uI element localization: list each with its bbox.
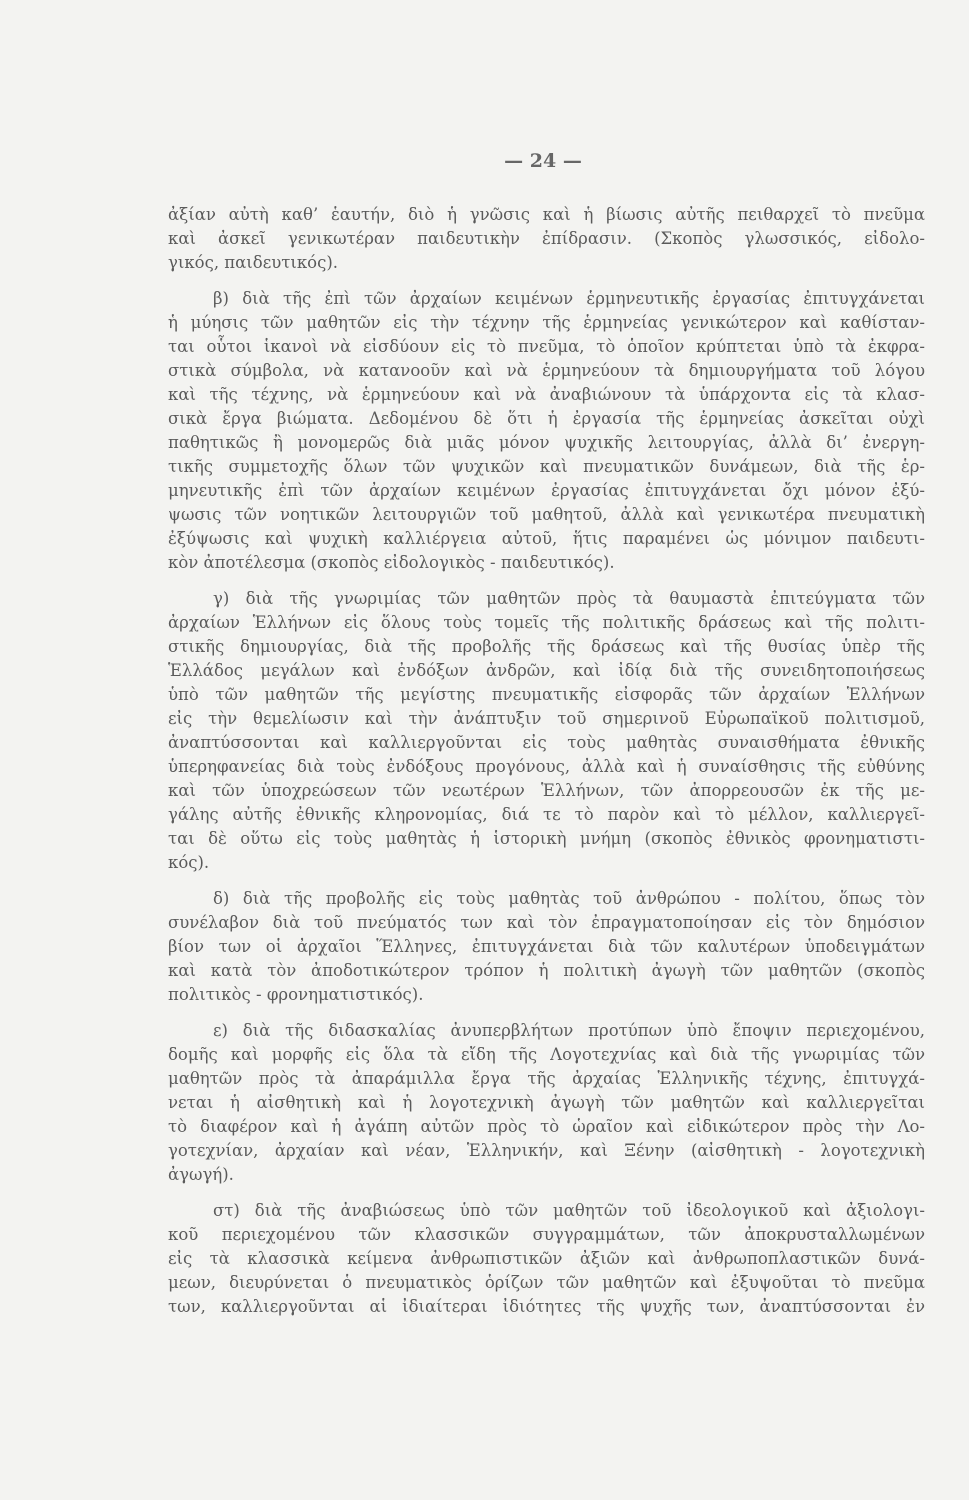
text-line: ἀγωγή). bbox=[168, 1165, 234, 1184]
text-line: παθητικῶς ἢ μονομερῶς διὰ μιᾶς μόνον ψυχικῆς λειτουργίας, ἀλλὰ δι’ ἐνεργη- bbox=[168, 433, 925, 452]
text-line: γάλης αὐτῆς ἐθνικῆς κληρονομίας, διά τε τὸ παρὸν καὶ τὸ μέλλον, καλλιεργεῖ- bbox=[168, 805, 925, 824]
paragraph bbox=[168, 203, 925, 275]
text-line: ὑπὸ τῶν μαθητῶν τῆς μεγίστης πνευματικῆς εἰσφορᾶς τῶν ἀρχαίων Ἑλλήνων bbox=[168, 685, 925, 704]
text-line: ται δὲ οὕτω εἰς τοὺς μαθητὰς ἡ ἱστορικὴ μνήμη (σκοπὸς ἐθνικὸς φρονηματιστι- bbox=[168, 829, 925, 848]
text-line: γ) διὰ τῆς γνωριμίας τῶν μαθητῶν πρὸς τὰ θαυμαστὰ ἐπιτεύγματα τῶν bbox=[213, 589, 925, 608]
text-line: γικός, παιδευτικός). bbox=[168, 253, 339, 272]
text-line: ἀναπτύσσονται καὶ καλλιεργοῦνται εἰς τοὺς μαθητὰς συναισθήματα ἐθνικῆς bbox=[168, 733, 925, 752]
text-line: βίον των οἱ ἀρχαῖοι Ἕλληνες, ἐπιτυγχάνεται διὰ τῶν καλυτέρων ὑποδειγμάτων bbox=[168, 937, 925, 956]
text-line: τικῆς συμμετοχῆς ὅλων τῶν ψυχικῶν καὶ πνευματικῶν δυνάμεων, διὰ τῆς ἑρ- bbox=[168, 457, 925, 476]
text-line: ε) διὰ τῆς διδασκαλίας ἀνυπερβλήτων προτύπων ὑπὸ ἔποψιν περιεχομένου, bbox=[213, 1021, 925, 1040]
text-line: ἡ μύησις τῶν μαθητῶν εἰς τὴν τέχνην τῆς ἑρμηνείας γενικώτερον καὶ καθίσταν- bbox=[168, 313, 925, 332]
text-line: συνέλαβον διὰ τοῦ πνεύματός των καὶ τὸν ἐπραγματοποίησαν εἰς τὸν δημόσιον bbox=[168, 913, 925, 932]
text-line: β) διὰ τῆς ἐπὶ τῶν ἀρχαίων κειμένων ἑρμηνευτικῆς ἐργασίας ἐπιτυγχάνεται bbox=[213, 289, 925, 308]
text-line: ψωσις τῶν νοητικῶν λειτουργιῶν τοῦ μαθητοῦ, ἀλλὰ καὶ γενικωτέρα πνευματικὴ bbox=[168, 505, 925, 524]
page-number: — 24 — bbox=[504, 150, 582, 172]
text-line: τὸ διαφέρον καὶ ἡ ἀγάπη αὐτῶν πρὸς τὸ ὡραῖον καὶ εἰδικώτερον πρὸς τὴν Λο- bbox=[168, 1117, 925, 1136]
text-line: ἀρχαίων Ἑλλήνων εἰς ὅλους τοὺς τομεῖς τῆς πολιτικῆς δράσεως καὶ τῆς πολιτι- bbox=[168, 613, 925, 632]
text-line: γοτεχνίαν, ἀρχαίαν καὶ νέαν, Ἑλληνικήν, καὶ Ξένην (αἰσθητικὴ - λογοτεχνικὴ bbox=[168, 1141, 925, 1160]
text-line: δομῆς καὶ μορφῆς εἰς ὅλα τὰ εἴδη τῆς Λογοτεχνίας καὶ διὰ τῆς γνωριμίας τῶν bbox=[168, 1045, 925, 1064]
text-line: μαθητῶν πρὸς τὰ ἀπαράμιλλα ἔργα τῆς ἀρχαίας Ἑλληνικῆς τέχνης, ἐπιτυγχά- bbox=[168, 1069, 925, 1088]
text-line: εἰς τὴν θεμελίωσιν καὶ τὴν ἀνάπτυξιν τοῦ σημερινοῦ Εὐρωπαϊκοῦ πολιτισμοῦ, bbox=[168, 709, 925, 728]
text-line: καὶ τῆς τέχνης, νὰ ἑρμηνεύουν καὶ νὰ ἀναβιώνουν τὰ ὑπάρχοντα εἰς τὰ κλασ- bbox=[168, 385, 925, 404]
text-line: των, καλλιεργοῦνται αἱ ἰδιαίτεραι ἰδιότητες τῆς ψυχῆς των, ἀναπτύσσονται ἐν bbox=[168, 1297, 925, 1316]
text-line: δ) διὰ τῆς προβολῆς εἰς τοὺς μαθητὰς τοῦ ἀνθρώπου - πολίτου, ὅπως τὸν bbox=[213, 889, 925, 908]
text-line: ἐξύψωσις καὶ ψυχικὴ καλλιέργεια αὐτοῦ, ἥτις παραμένει ὡς μόνιμον παιδευτι- bbox=[168, 529, 925, 548]
text-line: ται οὗτοι ἱκανοὶ νὰ εἰσδύουν εἰς τὸ πνεῦμα, τὸ ὁποῖον κρύπτεται ὑπὸ τὰ ἐκφρα- bbox=[168, 337, 925, 356]
text-line: ὑπερηφανείας διὰ τοὺς ἐνδόξους προγόνους, ἀλλὰ καὶ ἡ συναίσθησις τῆς εὐθύνης bbox=[168, 757, 925, 776]
text-line: μηνευτικῆς ἐπὶ τῶν ἀρχαίων κειμένων ἐργασίας ἐπιτυγχάνεται ὄχι μόνον ἐξύ- bbox=[168, 481, 925, 500]
body-text bbox=[168, 203, 925, 1319]
text-line: κός). bbox=[168, 853, 210, 872]
text-line: ἀξίαν αὐτὴ καθ’ ἑαυτήν, διὸ ἡ γνῶσις καὶ ἡ βίωσις αὐτῆς πειθαρχεῖ τὸ πνεῦμα bbox=[168, 205, 925, 224]
paragraph bbox=[168, 1019, 925, 1187]
text-line: πολιτικὸς - φρονηματιστικός). bbox=[168, 985, 424, 1004]
text-line: καὶ ἀσκεῖ γενικωτέραν παιδευτικὴν ἐπίδρασιν. (Σκοπὸς γλωσσικός, εἰδολο- bbox=[168, 229, 925, 248]
text-line: εἰς τὰ κλασσικὰ κείμενα ἀνθρωπιστικῶν ἀξιῶν καὶ ἀνθρωποπλαστικῶν δυνά- bbox=[168, 1249, 925, 1268]
text-line: καὶ κατὰ τὸν ἀποδοτικώτερον τρόπον ἡ πολιτικὴ ἀγωγὴ τῶν μαθητῶν (σκοπὸς bbox=[168, 961, 925, 980]
text-line: στικῆς δημιουργίας, διὰ τῆς προβολῆς τῆς δράσεως καὶ τῆς θυσίας ὑπὲρ τῆς bbox=[168, 637, 925, 656]
text-line: καὶ τῶν ὑποχρεώσεων τῶν νεωτέρων Ἑλλήνων, τῶν ἀπορρεουσῶν ἐκ τῆς με- bbox=[168, 781, 925, 800]
text-line: στ) διὰ τῆς ἀναβιώσεως ὑπὸ τῶν μαθητῶν τοῦ ἰδεολογικοῦ καὶ ἀξιολογι- bbox=[213, 1201, 925, 1220]
text-line: σικὰ ἔργα βιώματα. Δεδομένου δὲ ὅτι ἡ ἐργασία τῆς ἑρμηνείας ἀσκεῖται οὐχὶ bbox=[168, 409, 925, 428]
text-line: στικὰ σύμβολα, νὰ κατανοοῦν καὶ νὰ ἑρμηνεύουν τὰ δημιουργήματα τοῦ λόγου bbox=[168, 361, 925, 380]
paragraph bbox=[168, 887, 925, 1007]
paragraph bbox=[168, 287, 925, 575]
text-line: κοῦ περιεχομένου τῶν κλασσικῶν συγγραμμάτων, τῶν ἀποκρυσταλλωμένων bbox=[168, 1225, 925, 1244]
text-line: Ἑλλάδος μεγάλων καὶ ἐνδόξων ἀνδρῶν, καὶ ἰδίᾳ διὰ τῆς συνειδητοποιήσεως bbox=[168, 661, 925, 680]
text-line: κὸν ἀποτέλεσμα (σκοπὸς εἰδολογικὸς - παιδευτικός). bbox=[168, 553, 615, 572]
paragraph bbox=[168, 587, 925, 875]
text-line: νεται ἡ αἰσθητικὴ καὶ ἡ λογοτεχνικὴ ἀγωγὴ τῶν μαθητῶν καὶ καλλιεργεῖται bbox=[168, 1093, 925, 1112]
text-line: μεων, διευρύνεται ὁ πνευματικὸς ὁρίζων τῶν μαθητῶν καὶ ἐξυψοῦται τὸ πνεῦμα bbox=[168, 1273, 925, 1292]
paragraph bbox=[168, 1199, 925, 1319]
